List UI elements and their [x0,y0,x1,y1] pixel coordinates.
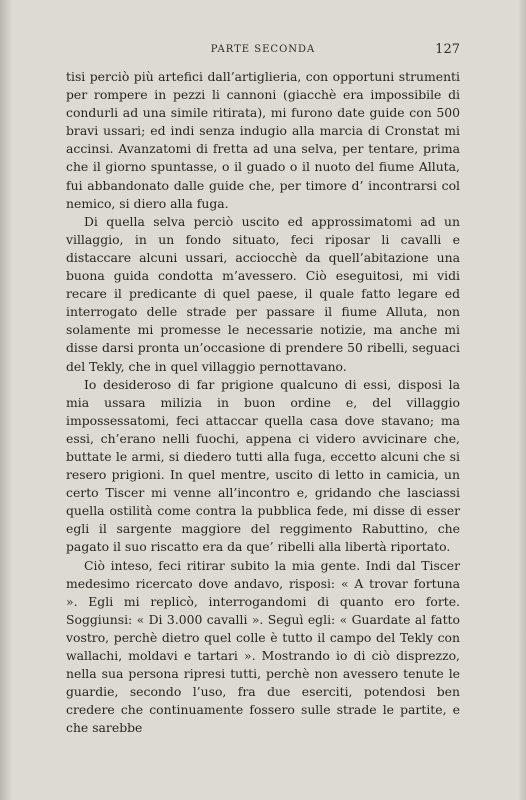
paragraph: Di quella selva perciò uscito ed approssimatomi ad un villaggio, in un fondo situato, feci riposar li cavalli e distaccare alcuni ussari, acciocchè da quell’abitazione una buona guida condotta m’avessero. Ciò eseguitosi, mi vidi recare il predicante di quel paese, il quale fatto legare ed interrogato delle strade per passare il fiume Alluta, non solamente mi promesse le necessarie notizie, ma anche mi disse darsi pronta un’occasione di prendere 50 ribelli, seguaci del Tekly, che in quel villaggio pernottavano. [66,213,460,374]
paragraph: Ciò inteso, feci ritirar subito la mia gente. Indi dal Tiscer medesimo ricercato dove andavo, risposi: « A trovar fortuna ». Egli mi replicò, interrogandomi di quanto ero forte. Soggiunsi: « Di 3.000 cavalli ». Seguì egli: « Guardate al fatto vostro, perchè dietro quel colle è tutto il campo del Tekly con wallachi, moldavi e tartari ». Mostrando io di ciò disprezzo, nella sua persona ripresi tutti, perchè non avessero tenute le guardie, secondo l’uso, fra due eserciti, potendosi ben credere che continuamente fossero sulle strade le partite, e che sarebbe [66,557,460,736]
page-gutter-shadow [0,0,12,800]
paragraph: tisi perciò più artefici dall’artiglieria, con opportuni strumenti per rompere in pezzi li cannoni (giacchè era impossibile di condurli ad una simile ritirata), mi furono date guide con 500 bravi ussari; ed indi senza indugio alla marcia di Cronstat mi accinsi. Avanzatomi di fretta ad una selva, per tentare, prima che il giorno spuntasse, o il guado o il nuoto del fiume Alluta, fui abbandonato dalle guide che, per timore d’ incontrarsi col nemico, si diero alla fuga. [66,69,460,211]
page-number: 127 [435,42,460,57]
paragraph: Io desideroso di far prigione qualcuno di essi, disposi la mia ussara milizia in buon ordine e, del villaggio impossessatomi, feci attaccar quella casa dove stavano; ma essi, ch’erano nelli fuochi, appena ci videro avvicinare che, buttate le armi, si diedero tutti alla fuga, eccetto alcuni che si resero prigioni. In quel mentre, uscito di letto in camicia, un certo Tiscer mi venne all’incontro e, gridando che lasciassi quella ostilità come contra la pubblica fede, mi disse di esser egli il sargente maggiore del reggimento Rabuttino, che pagato il suo riscatto era da que’ ribelli alla libertà riportato. [66,376,460,555]
running-title: PARTE SECONDA [210,44,316,55]
page-header [66,42,460,62]
page-body [66,68,460,737]
page-edge-shadow [518,0,526,800]
